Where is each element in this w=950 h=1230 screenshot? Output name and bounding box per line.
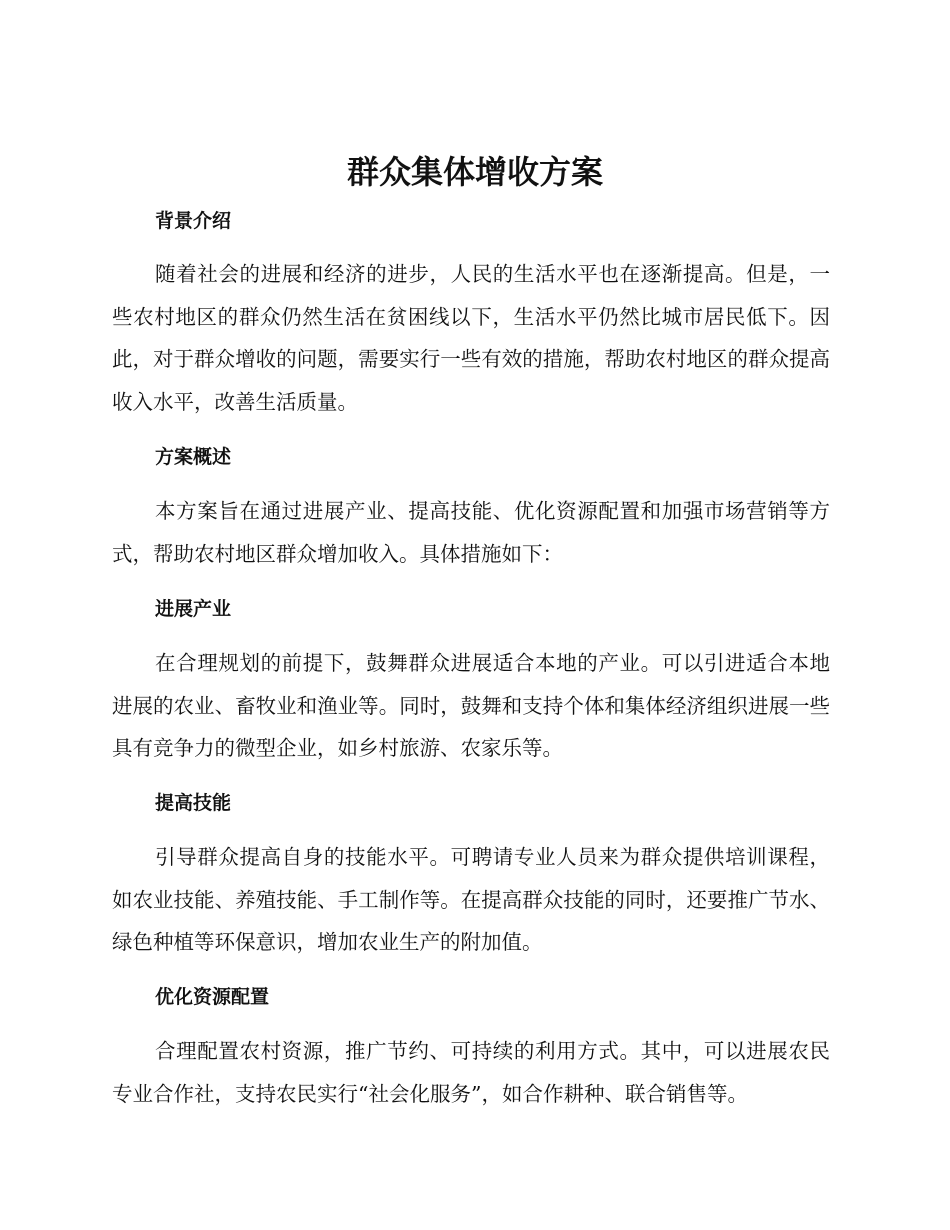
section-heading-improve-skills: 提高技能 [155,792,232,814]
document-title: 群众集体增收方案 [346,153,603,191]
section-body-overview: 本方案旨在通过进展产业、提高技能、优化资源配置和加强市场营销等方式，帮助农村地区群众增加收入。具体措施如下： [112,499,830,566]
section-heading-resource-allocation: 优化资源配置 [155,986,270,1008]
section-body-improve-skills: 引导群众提高自身的技能水平。可聘请专业人员来为群众提供培训课程，如农业技能、养殖技能、手工制作等。在提高群众技能的同时，还要推广节水、绿色种植等环保意识，增加农业生产的附加值。 [112,845,830,954]
section-body-background: 随着社会的进展和经济的进步，人民的生活水平也在逐渐提高。但是，一些农村地区的群众仍然生活在贫困线以下，生活水平仍然比城市居民低下。因此，对于群众增收的问题，需要实行一些有效的措施，帮助农村地区的群众提高收入水平，改善生活质量。 [112,262,830,414]
section-body-resource-allocation: 合理配置农村资源，推广节约、可持续的利用方式。其中，可以进展农民专业合作社，支持农民实行“社会化服务”，如合作耕种、联合销售等。 [112,1039,830,1106]
section-heading-overview: 方案概述 [155,446,232,468]
section-heading-background: 背景介绍 [155,210,232,232]
section-heading-develop-industry: 进展产业 [155,598,232,620]
section-body-develop-industry: 在合理规划的前提下，鼓舞群众进展适合本地的产业。可以引进适合本地进展的农业、畜牧业和渔业等。同时，鼓舞和支持个体和集体经济组织进展一些具有竞争力的微型企业，如乡村旅游、农家乐等。 [112,651,830,760]
